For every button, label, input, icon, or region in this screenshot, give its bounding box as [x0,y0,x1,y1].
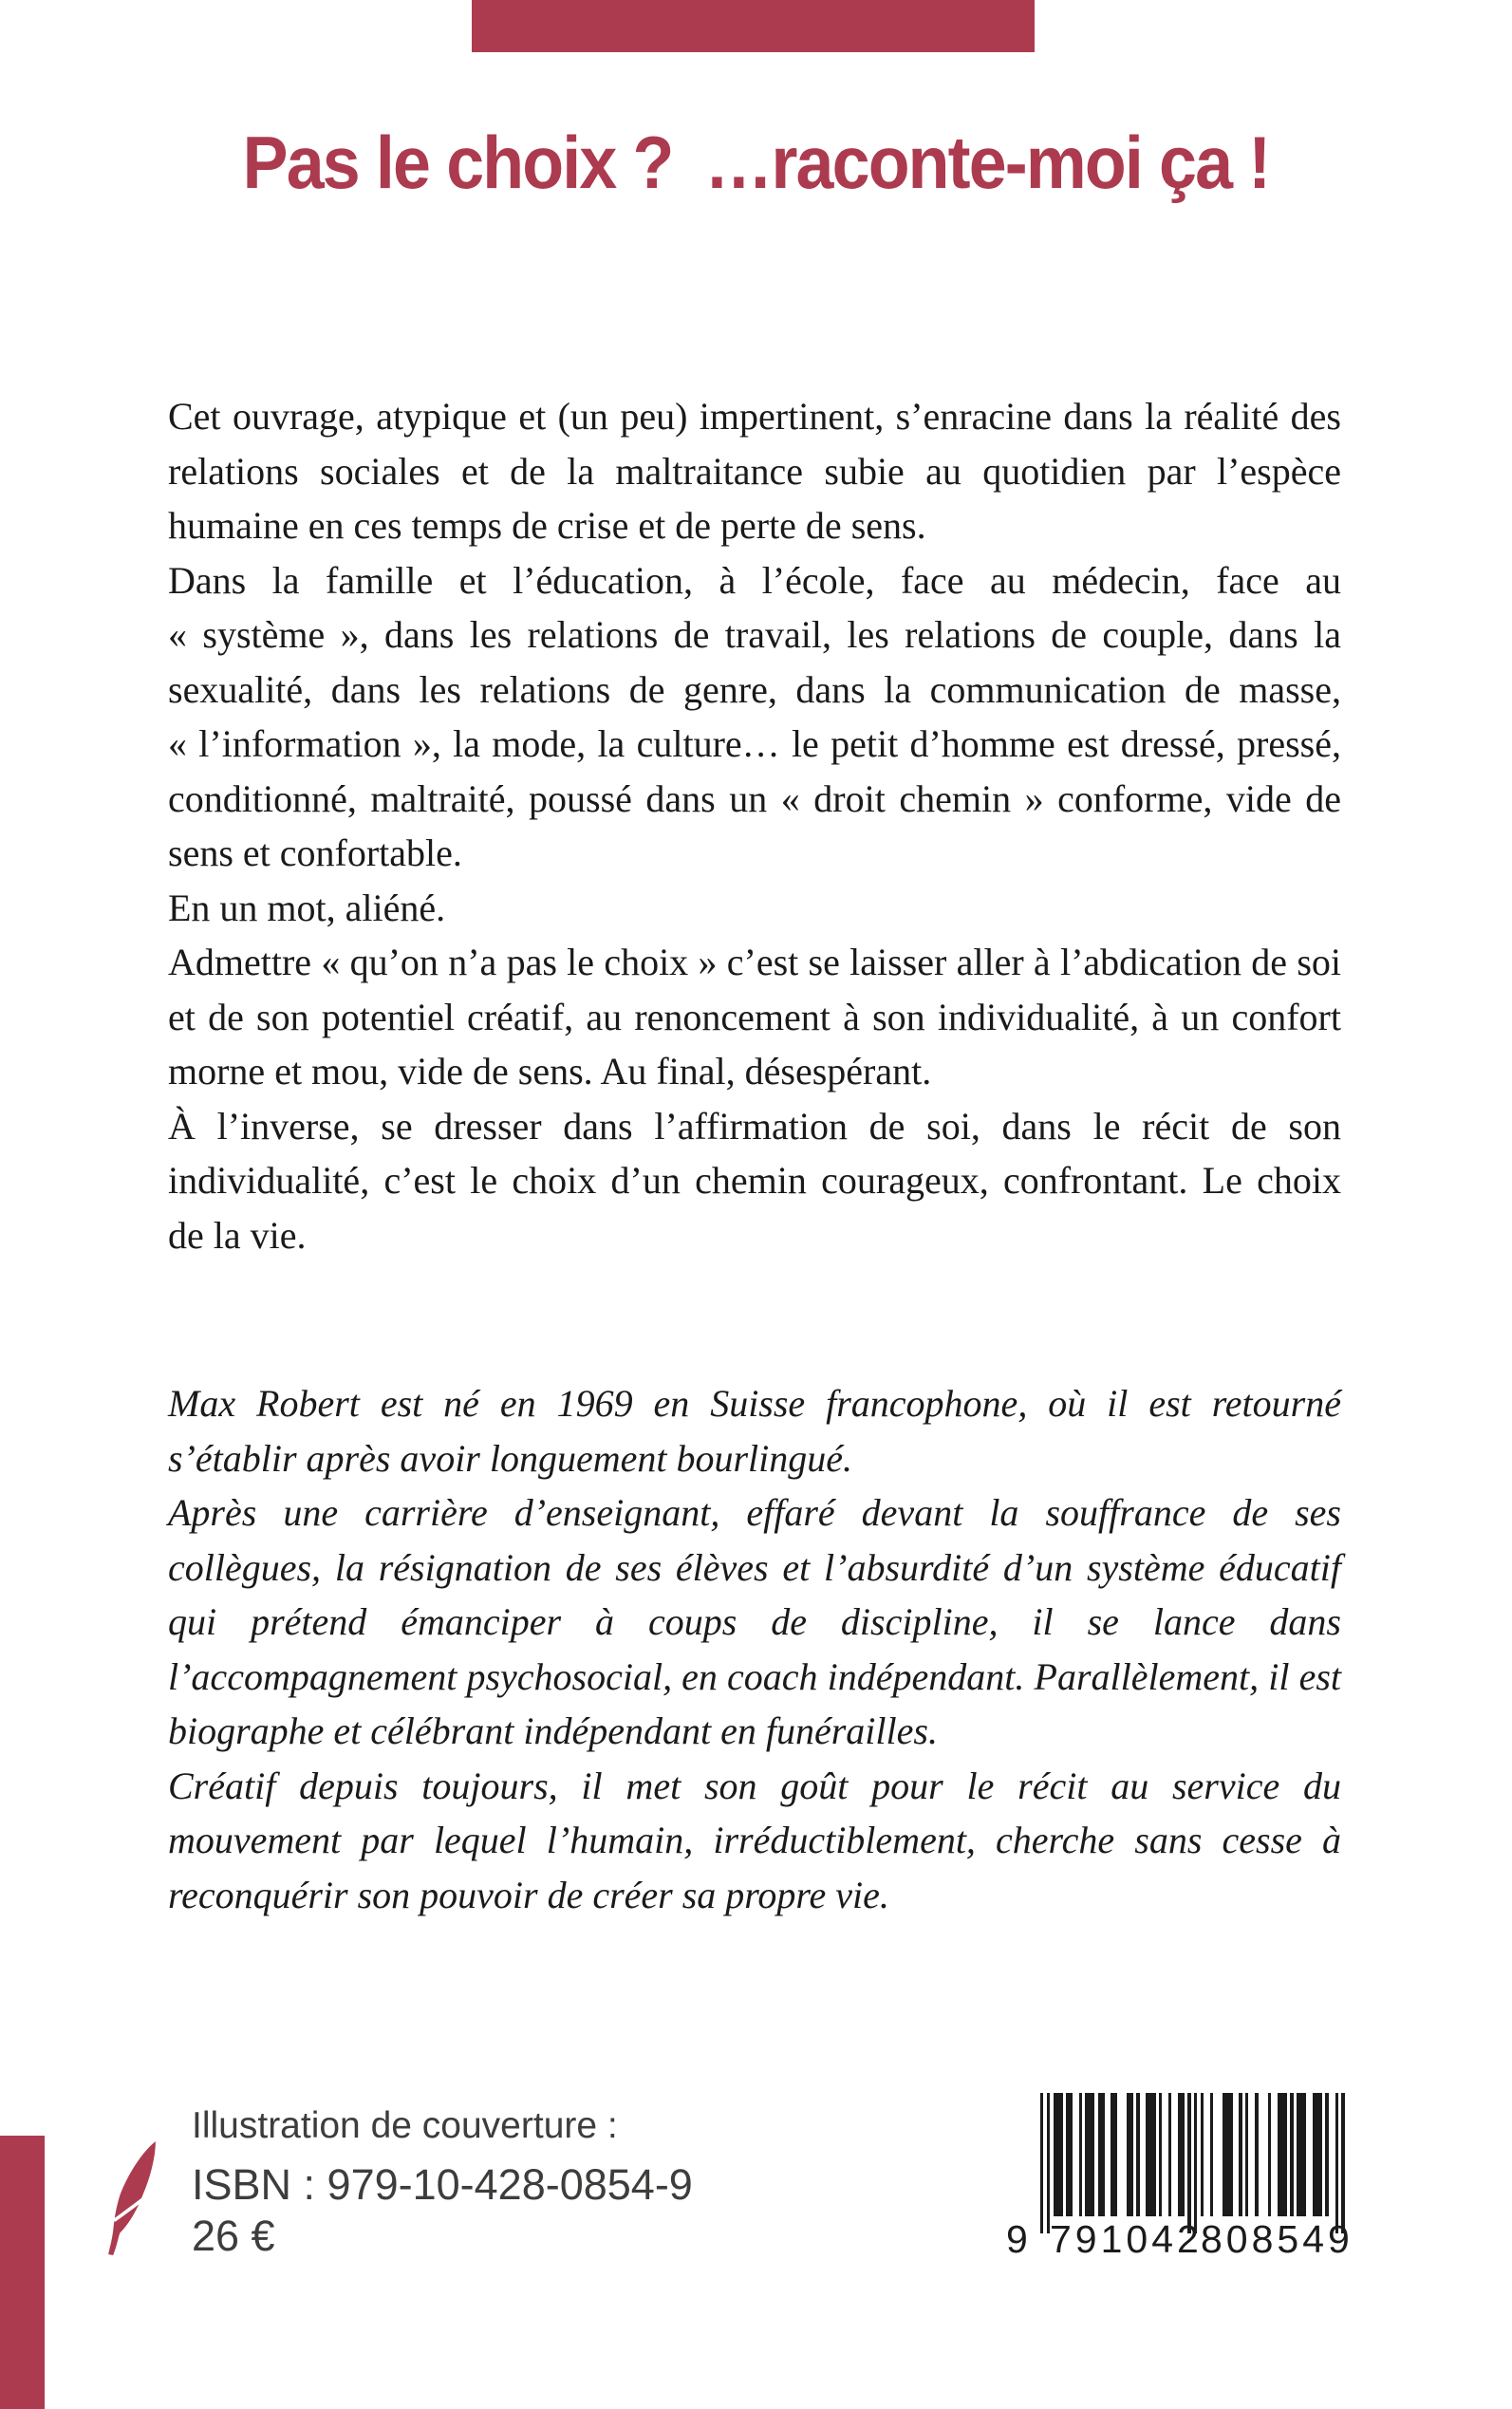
bio-paragraph: Après une carrière d’enseignant, effaré devant la souffrance de ses collègues, la résignation de ses élèves et l’absurdité d’un système éducatif qui prétend émanciper à coups de discipline, il se lance dans l’accompagnement psychosocial, en coach indépendant. Parallèlement, il est biographe et célébrant indépendant en funérailles. [168,1491,1341,1752]
synopsis-paragraph: À l’inverse, se dresser dans l’affirmation de soi, dans le récit de son individualité, c’est le choix d’un chemin courageux, confrontant. Le choix de la vie. [168,1104,1341,1257]
bio-paragraph: Max Robert est né en 1969 en Suisse francophone, où il est retourné s’établir après avoir longuement bourlingué. [168,1382,1341,1480]
barcode-digits-group1: 791042 [1050,2217,1203,2261]
bio-paragraph: Créatif depuis toujours, il met son goût pour le récit au service du mouvement par lequel l’humain, irréductiblement, cherche sans cesse à reconquérir son pouvoir de créer sa propre vie. [168,1764,1341,1916]
barcode-bars [1040,2093,1345,2233]
barcode-module [1341,2093,1344,2233]
synopsis-paragraph: Dans la famille et l’éducation, à l’école, face au médecin, face au « système », dans les relations de travail, les relations de couple, dans la sexualité, dans les relations de genre, dans la communication de masse, « l’information », la mode, la culture… le petit d’homme est dressé, pressé, conditionné, maltraité, poussé dans un « droit chemin » conforme, vide de sens et confortable. [168,558,1341,874]
synopsis-block [168,389,1341,1262]
book-title: Pas le choix ? …raconte-moi ça ! [242,121,1270,204]
price: 26 € [192,2212,275,2260]
isbn-line: ISBN : 979-10-428-0854-9 [192,2160,693,2209]
synopsis-paragraph: En un mot, aliéné. [168,886,446,929]
author-bio-block [168,1376,1341,1922]
barcode-digit-prefix: 9 [1006,2217,1028,2261]
illustration-credit: Illustration de couverture : [192,2105,618,2146]
barcode-digits [1006,2217,1353,2265]
barcode-digits-group2: 808549 [1201,2217,1353,2261]
left-red-bar [0,2136,45,2409]
synopsis-paragraph: Cet ouvrage, atypique et (un peu) impertinent, s’enracine dans la réalité des relations sociales et de la maltraitance subie au quotidien par l’espèce humaine en ces temps de crise et de perte de sens. [168,395,1341,547]
publisher-feather-icon [106,2139,161,2257]
synopsis-paragraph: Admettre « qu’on n’a pas le choix » c’est se laisser aller à l’abdication de soi et de son potentiel créatif, au renoncement à son individualité, à un confort morne et mou, vide de sens. Au final, désespérant. [168,941,1341,1092]
ean13-barcode [1006,2093,1353,2283]
top-red-block [472,0,1035,52]
